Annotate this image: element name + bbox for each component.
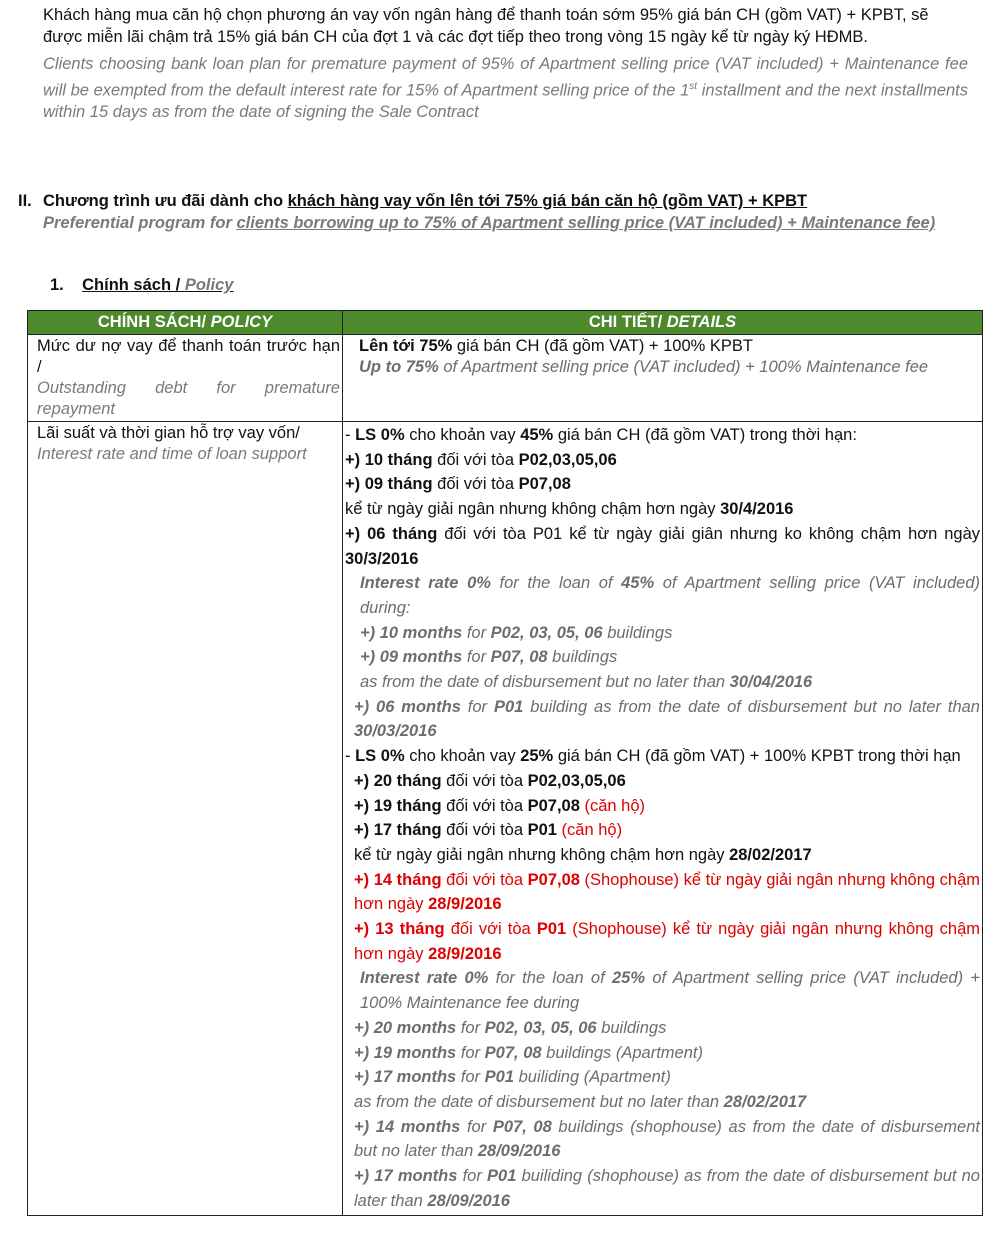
t: (Shophouse) kể từ ngày giải ngân nhưng không chậm hơn ngày xyxy=(354,870,981,914)
t: 30/4/2016 xyxy=(720,500,794,519)
t: of Apartment selling price (VAT included) during: xyxy=(360,574,981,617)
t: for xyxy=(460,1117,493,1136)
detail-line xyxy=(345,522,980,571)
t: +) 20 tháng xyxy=(354,771,442,790)
t: 30/04/2016 xyxy=(729,673,813,692)
detail-line xyxy=(345,472,980,497)
t: P01 xyxy=(493,697,524,716)
t: +) 17 months xyxy=(354,1167,458,1186)
t: 25% xyxy=(520,747,554,766)
row1-vi-text: giá bán CH (đã gồm VAT) + 100% KPBT xyxy=(452,337,753,355)
t: for xyxy=(456,1043,485,1062)
detail-line xyxy=(345,645,980,670)
t: P01 xyxy=(527,821,557,840)
t: +) 13 tháng xyxy=(354,920,445,939)
detail-line xyxy=(345,571,980,620)
t: P02, 03, 05, 06 xyxy=(490,623,603,642)
policy-table xyxy=(27,310,983,1216)
t: P07,08 xyxy=(527,870,580,889)
intro-en xyxy=(43,54,968,123)
t: +) 14 tháng xyxy=(354,870,442,889)
intro-en-a: Clients choosing bank loan plan for premature payment of 95% of Apartment selling price (VAT included) + Maintenance fee will be exempted from the default interest rate for 15% of Apartment selling price of the 1 xyxy=(43,55,968,99)
t: +) 10 tháng xyxy=(345,450,433,469)
t: building as from the date of disbursement but no later than xyxy=(523,697,980,716)
detail-line xyxy=(345,621,980,646)
detail-line xyxy=(345,1065,980,1090)
t: for xyxy=(462,623,491,642)
t: 28/02/2017 xyxy=(723,1092,807,1111)
detail-line xyxy=(345,744,980,769)
row2-details xyxy=(343,422,983,1216)
t: +) 06 tháng xyxy=(345,524,438,543)
t: 45% xyxy=(621,574,655,593)
t: P02,03,05,06 xyxy=(527,771,626,790)
t: of Apartment selling price (VAT included) + 100% Maintenance fee during xyxy=(360,969,980,1013)
row1-details-en xyxy=(359,357,980,378)
t: P07,08 xyxy=(527,796,580,815)
t: builiding (Apartment) xyxy=(514,1068,671,1087)
row1-en-bold: Up to 75% xyxy=(359,358,439,376)
t: for xyxy=(462,648,491,667)
t: đối với tòa P01 kể từ ngày giải giân nhưng ko không chậm hơn ngày xyxy=(437,524,980,543)
detail-line xyxy=(345,917,980,966)
t: - xyxy=(345,747,356,766)
section-number: II. xyxy=(18,192,32,210)
header-policy-vi: CHÍNH SÁCH/ xyxy=(97,313,211,331)
t: +) 17 tháng xyxy=(354,821,442,840)
section-2-heading xyxy=(18,190,963,234)
t: (căn hộ) xyxy=(556,821,623,840)
row1-vi-bold: Lên tới 75% xyxy=(359,337,453,355)
t: for the loan of xyxy=(490,574,622,593)
t: P07, 08 xyxy=(492,1117,552,1136)
detail-line xyxy=(345,670,980,695)
header-details-en: DETAILS xyxy=(666,313,737,331)
detail-line xyxy=(345,868,980,917)
section-2-en xyxy=(43,212,963,234)
detail-line xyxy=(345,1016,980,1041)
t: P07, 08 xyxy=(484,1043,542,1062)
row2-policy-vi: Lãi suất và thời gian hỗ trợ vay vốn/ xyxy=(37,424,300,442)
t: 28/9/2016 xyxy=(428,895,502,914)
t: 28/9/2016 xyxy=(428,944,502,963)
row1-en-text: of Apartment selling price (VAT included) + 100% Maintenance fee xyxy=(438,358,929,376)
t: +) 14 months xyxy=(354,1117,461,1136)
section-2-en-underlined: clients borrowing up to 75% of Apartment selling price (VAT included) + Maintenance fee) xyxy=(236,214,936,232)
t: kể từ ngày giải ngân nhưng không chậm hơn ngày xyxy=(345,500,721,519)
detail-line xyxy=(345,1090,980,1115)
t: P02,03,05,06 xyxy=(518,450,617,469)
section-2-vi xyxy=(43,190,963,212)
t: +) 19 months xyxy=(354,1043,457,1062)
t: for xyxy=(456,1018,485,1037)
t: +) 10 months xyxy=(360,623,463,642)
t: for xyxy=(460,697,494,716)
intro-vi: Khách hàng mua căn hộ chọn phương án vay vốn ngân hàng để thanh toán sớm 95% giá bán CH (gồm VAT) + KPBT, sẽ được miễn lãi chậm trả 15% giá bán CH của đợt 1 và các đợt tiếp theo trong vòng 15 ngày kể từ ngày ký HĐMB. xyxy=(43,6,929,46)
t: 28/09/2016 xyxy=(477,1142,561,1161)
t: as from the date of disbursement but no later than xyxy=(360,673,730,692)
t: P01 xyxy=(487,1167,517,1186)
t: builiding (shophouse) as from the date of disbursement but no later than xyxy=(354,1167,980,1210)
detail-line xyxy=(345,423,980,448)
row2-policy xyxy=(28,422,343,1216)
detail-line xyxy=(345,1164,980,1213)
t: giá bán CH (đã gồm VAT) trong thời hạn: xyxy=(553,426,857,444)
t: cho khoản vay xyxy=(404,426,521,444)
t: buildings xyxy=(547,648,618,667)
header-details xyxy=(343,311,983,335)
row1-policy-vi: Mức dư nợ vay để thanh toán trước hạn / xyxy=(37,337,340,376)
table-header-row xyxy=(28,311,983,335)
t: đối với tòa xyxy=(444,920,537,939)
section-2-vi-underlined: khách hàng vay vốn lên tới 75% giá bán căn hộ (gồm VAT) + KPBT xyxy=(287,192,808,210)
row1-policy-en: Outstanding debt for premature repayment xyxy=(37,379,340,418)
t: +) 17 months xyxy=(354,1068,457,1087)
t: buildings (shophouse) as from the date of disbursement but no later than xyxy=(354,1117,980,1161)
table-row xyxy=(28,422,983,1216)
t: kể từ ngày giải ngân nhưng không chậm hơn ngày xyxy=(354,845,730,864)
t: 30/03/2016 xyxy=(354,722,437,741)
t: for xyxy=(457,1167,488,1186)
table-row xyxy=(28,335,983,422)
t: P02, 03, 05, 06 xyxy=(484,1018,597,1037)
intro-paragraph xyxy=(43,5,968,123)
detail-line xyxy=(345,497,980,522)
header-policy-en: POLICY xyxy=(210,313,273,331)
t: buildings xyxy=(602,623,673,642)
row1-policy xyxy=(28,335,343,422)
detail-line xyxy=(345,843,980,868)
t: +) 09 months xyxy=(360,648,463,667)
section-2-en-plain: Preferential program for xyxy=(43,214,237,232)
t: 28/09/2016 xyxy=(427,1191,510,1210)
t: buildings xyxy=(596,1018,667,1037)
row2-policy-en: Interest rate and time of loan support xyxy=(37,445,307,463)
t: đối với tòa xyxy=(441,771,528,790)
t: đối với tòa xyxy=(441,796,528,815)
intro-en-b: installment and the next installments within 15 days as from the date of signing the Sale Contract xyxy=(43,81,969,121)
t: for the loan of xyxy=(488,969,612,988)
detail-line xyxy=(345,1041,980,1066)
row1-details-vi xyxy=(359,336,980,357)
t: LS 0% xyxy=(355,747,405,766)
subsection-vi: Chính sách / xyxy=(82,276,181,294)
t: P07,08 xyxy=(518,475,571,494)
section-2-vi-plain: Chương trình ưu đãi dành cho xyxy=(43,192,288,210)
detail-line xyxy=(345,695,980,744)
detail-line xyxy=(345,966,980,1015)
t: +) 20 months xyxy=(354,1018,457,1037)
t: 25% xyxy=(612,969,646,988)
t: 28/02/2017 xyxy=(729,845,812,864)
t: giá bán CH (đã gồm VAT) + 100% KPBT trong thời hạn xyxy=(553,747,961,766)
t: cho khoản vay xyxy=(404,747,521,766)
t: Interest rate 0% xyxy=(360,574,491,593)
detail-line xyxy=(345,818,980,843)
t: (căn hộ) xyxy=(579,796,646,815)
detail-line xyxy=(345,448,980,473)
subsection-en: Policy xyxy=(184,276,234,294)
row1-details xyxy=(343,335,983,422)
detail-line xyxy=(345,769,980,794)
t: 45% xyxy=(520,426,554,444)
t: P01 xyxy=(536,920,567,939)
t: P01 xyxy=(484,1068,515,1087)
t: as from the date of disbursement but no later than xyxy=(354,1092,724,1111)
header-policy xyxy=(28,311,343,335)
t: đối với tòa xyxy=(441,821,528,840)
t: 30/3/2016 xyxy=(345,549,419,568)
t: +) 09 tháng xyxy=(345,475,433,494)
intro-en-sup: st xyxy=(689,80,698,92)
t: P07, 08 xyxy=(490,648,548,667)
t: Interest rate 0% xyxy=(360,969,489,988)
t: for xyxy=(456,1068,485,1087)
detail-line xyxy=(345,794,980,819)
subsection-heading xyxy=(50,276,233,295)
header-details-vi: CHI TIẾT/ xyxy=(588,313,667,331)
t: đối với tòa xyxy=(441,870,528,889)
t: +) 06 months xyxy=(354,697,461,716)
t: - xyxy=(345,426,356,444)
detail-line xyxy=(345,1115,980,1164)
subsection-number: 1. xyxy=(50,276,64,294)
t: (Shophouse) kể từ ngày giải ngân nhưng không chậm hơn ngày xyxy=(354,920,981,963)
t: buildings (Apartment) xyxy=(541,1043,703,1062)
t: đối với tòa xyxy=(432,450,519,469)
t: LS 0% xyxy=(355,426,405,444)
t: +) 19 tháng xyxy=(354,796,442,815)
t: đối với tòa xyxy=(432,475,519,494)
